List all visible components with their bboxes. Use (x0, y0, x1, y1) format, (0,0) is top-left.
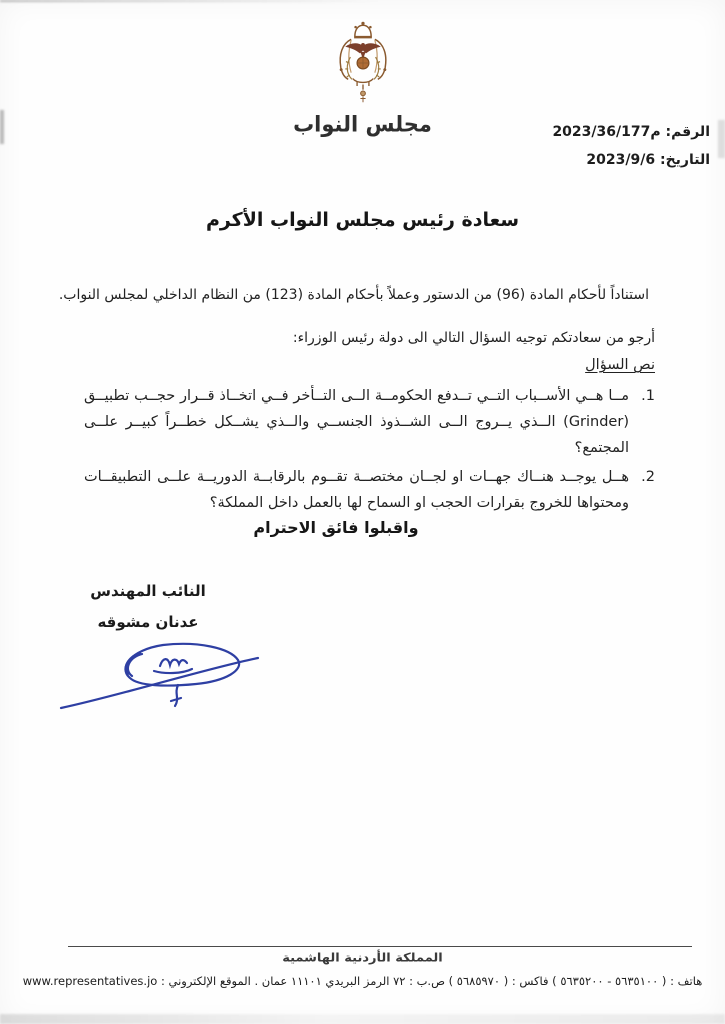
reference-number: الرقم: م2023/36/177 (552, 124, 710, 140)
intro-paragraph-2: أرجو من سعادتكم توجيه السؤال التالي الى دولة رئيس الوزراء: (292, 330, 655, 346)
scan-artifact (0, 1014, 725, 1024)
question-section (84, 357, 655, 516)
footer-divider (68, 946, 692, 947)
handwritten-signature-icon (58, 638, 263, 718)
question-text: هــل يوجــد هنــاك جهــات او لجــان مختصــة تقــوم بالرقابــة الدوريــة علــى التطبيقــات ومحتواها للخروج بقرارات الحجب او السماح لها بالعمل داخل المملكة؟ (84, 469, 629, 511)
letter-date: التاريخ: 2023/9/6 (586, 152, 710, 168)
question-number: 2. (641, 469, 655, 485)
intro-section (58, 284, 655, 349)
intro-paragraph-1: استناداً لأحكام المادة (96) من الدستور وعملاً بأحكام المادة (123) من النظام الداخلي لمجلس النواب. (58, 287, 649, 303)
question-list (84, 383, 655, 516)
question-heading: نص السؤال (585, 357, 655, 373)
letter-title: سعادة رئيس مجلس النواب الأكرم (205, 209, 520, 231)
scan-artifact (0, 0, 380, 2)
closing-salutation: واقبلوا فائق الاحترام (253, 518, 419, 537)
question-item-2 (84, 464, 655, 516)
org-name-calligraphy: مجلس النواب (293, 111, 432, 137)
footer-contact-line: هاتف : ( ٥٦٣٥١٠٠ - ٥٦٣٥٢٠٠ ) فاكس : ( ٥٦٨٥٩٧٠ ) ص.ب : ٧٢ الرمز البريدي ١١١٠١ عمان . الموقع الإلكتروني : www.representatives.jo (22, 974, 703, 988)
reference-block (552, 124, 710, 168)
question-item-1 (84, 383, 655, 461)
question-number: 1. (641, 388, 655, 404)
jordan-royal-crest-icon (326, 20, 400, 113)
signer-block (78, 582, 218, 631)
signer-title: النائب المهندس (90, 582, 206, 600)
kingdom-name-calligraphy: المملكة الأردنية الهاشمية (282, 951, 443, 966)
question-text: مــا هــي الأســباب التــي تــدفع الحكومــة الــى التــأخر فــي اتخــاذ قــرار حجــب تطبيــق (Grinder) الــذي يــروج الــى الشــذوذ الجنســي والــذي يشــكل خطــراً كبيــر علــى المجتمع؟ (84, 388, 629, 456)
signer-name: عدنان مشوقه (97, 613, 199, 631)
